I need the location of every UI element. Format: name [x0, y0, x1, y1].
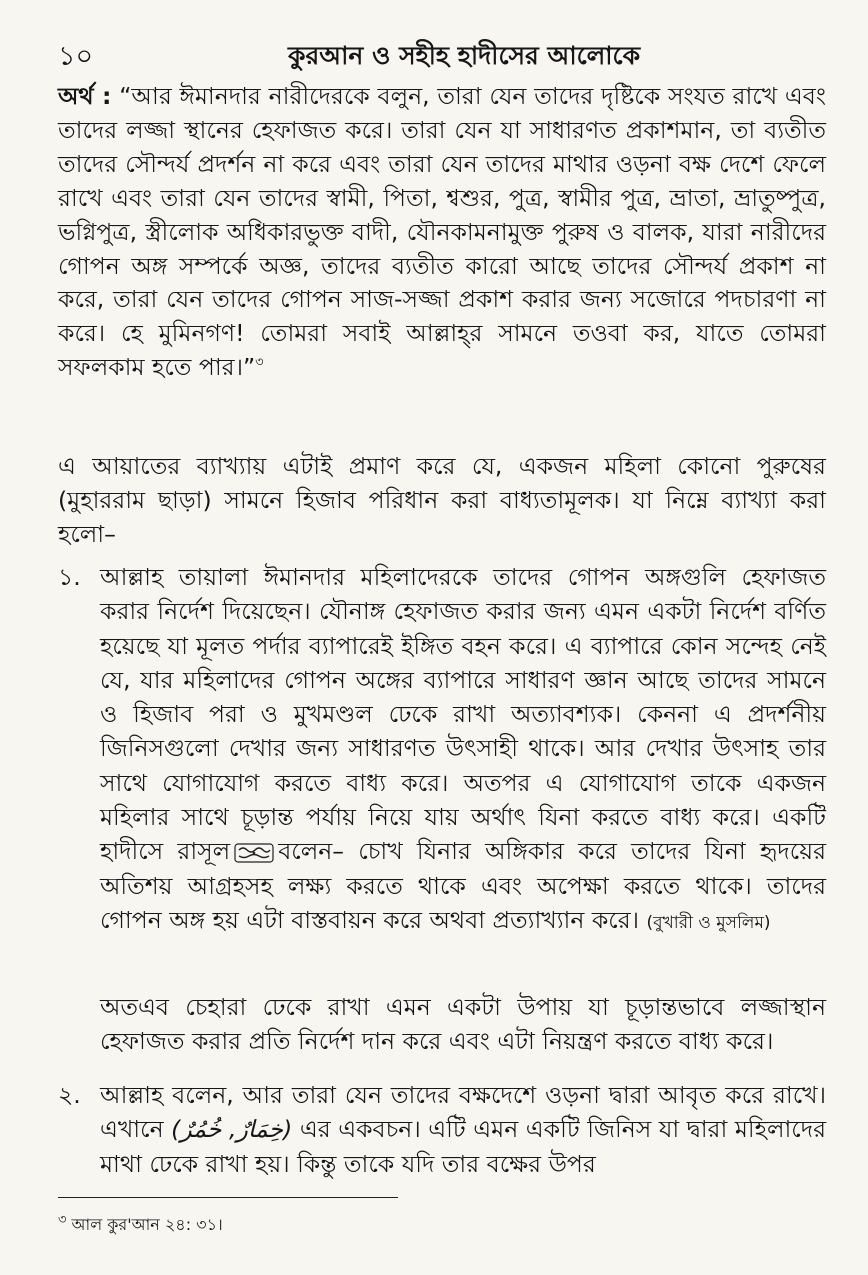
footnote-text: আল কুর'আন ২৪: ৩১। [66, 1215, 223, 1234]
list-item-text [100, 560, 826, 940]
item2-text-part-b: এর একবচন। এটি এমন একটি জিনিস যা দ্বারা মহিলাদের মাথা ঢেকে রাখা হয়। কিন্তু তাকে যদি তার বক্ষের উপর [100, 1115, 826, 1178]
conclusion-paragraph: অতএব চেহারা ঢেকে রাখা এমন একটা উপায় যা চূড়ান্তভাবে লজ্জাস্থান হেফাজত করার প্রতি নির্দেশ দান করে এবং এটা নিয়ন্ত্রণ করতে বাধ্য করে। [100, 993, 826, 1055]
page-number: ১০ [58, 41, 94, 72]
explanation-paragraph: এ আয়াতের ব্যাখ্যায় এটাই প্রমাণ করে যে, একজন মহিলা কোনো পুরুষের (মুহাররাম ছাড়া) সামনে হিজাব পরিধান করা বাধ্যতামূলক। যা নিম্নে ব্যাখ্যা করা হলো– [58, 452, 826, 548]
list-item-number: ২. [58, 1081, 81, 1109]
list-item [58, 1078, 826, 1181]
item1-text-part-b: বলেন– চোখ যিনার অঙ্গিকার করে তাদের যিনা হৃদয়ের অতিশয় আগ্রহসহ লক্ষ্য করতে থাকে এবং অপেক্ষা করতে থাকে। তাদের গোপন অঙ্গ হয় এটা বাস্তবায়ন করে অথবা প্রত্যাখ্যান করে। [100, 837, 826, 934]
verse-quote: “আর ঈমানদার নারীদেরকে বলুন, তারা যেন তাদের দৃষ্টিকে সংযত রাখে এবং তাদের লজ্জা স্থানের হেফাজত করে। তারা যেন যা সাধারণত প্রকাশমান, তা ব্যতীত তাদের সৌন্দর্য প্রদর্শন না করে এবং তারা যেন তাদের মাথার ওড়না বক্ষ দেশে ফেলে রাখে এবং তারা যেন তাদের স্বামী, পিতা, শ্বশুর, পুত্র, স্বামীর পুত্র, ভ্রাতা, ভ্রাতুষ্পুত্র, ভগ্নিপুত্র, স্ত্রীলোক অধিকারভুক্ত বাদী, যৌনকামনামুক্ত পুরুষ ও বালক, যারা নারীদের গোপন অঙ্গ সম্পর্কে অজ্ঞ, তাদের ব্যতীত কারো আছে তাদের সৌন্দর্য প্রকাশ না করে, তারা যেন তাদের গোপন সাজ-সজ্জা প্রকাশ করার জন্য সজোরে পদচারণা না করে। হে মুমিনগণ! তোমরা সবাই আল্লাহ্‌র সামনে তওবা কর, যাতে তোমরা সফলকাম হতে পার।” [58, 82, 826, 382]
salawat-calligraphy-icon [234, 843, 274, 863]
footnote-divider [58, 1197, 398, 1198]
footnote-reference: ৩ [255, 355, 264, 371]
verse-translation [58, 80, 826, 385]
list-item-text [100, 1078, 826, 1181]
list-item-number: ১. [58, 563, 81, 591]
page-header [58, 36, 828, 76]
translation-label: অর্থ : [58, 82, 112, 110]
arabic-word: (خِمَارٌ, خُمُرٌ) [171, 1115, 293, 1144]
running-title: কুরআন ও সহীহ হাদীসের আলোকে [288, 41, 641, 70]
hadith-citation: (বুখারী ও মুসলিম) [646, 912, 771, 933]
footnote [58, 1212, 223, 1239]
item2-text-part-a: আল্লাহ বলেন, আর তারা যেন তাদের বক্ষদেশে ওড়না দ্বারা আবৃত করে রাখে। এখানে [100, 1081, 826, 1144]
item1-text-part-a: আল্লাহ তায়ালা ঈমানদার মহিলাদেরকে তাদের গোপন অঙ্গগুলি হেফাজত করার নির্দেশ দিয়েছেন। যৌনাঙ্গ হেফাজত করার জন্য এমন একটা নির্দেশ বর্ণিত হয়েছে যা মূলত পর্দার ব্যাপারেই ইঙ্গিত বহন করে। এ ব্যাপারে কোন সন্দেহ নেই যে, যার মহিলাদের গোপন অঙ্গের ব্যাপারে সাধারণ জ্ঞান আছে তাদের সামনে ও হিজাব পরা ও মুখমণ্ডল ঢেকে রাখা অত্যাবশ্যক। কেননা এ প্রদর্শনীয় জিনিসগুলো দেখার জন্য সাধারণত উৎসাহী থাকে। আর দেখার উৎসাহ তার সাথে যোগাযোগ করতে বাধ্য করে। অতপর এ যোগাযোগ তাকে একজন মহিলার সাথে চূড়ান্ত পর্যায় নিয়ে যায় অর্থাৎ যিনা করতে বাধ্য করে। একটি হাদীসে রাসূল [100, 563, 826, 866]
list-item [58, 560, 826, 940]
footnote-marker: ৩ [58, 1212, 67, 1228]
